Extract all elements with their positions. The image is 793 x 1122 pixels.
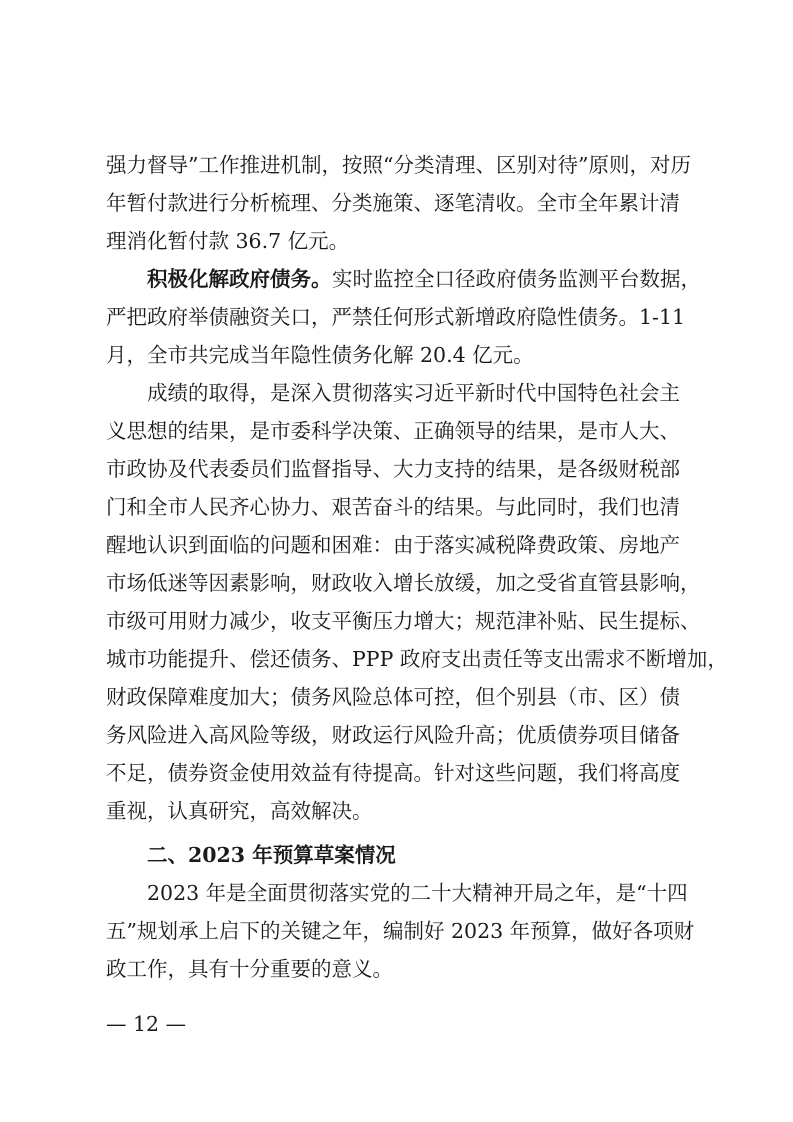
section-title: 二、2023 年预算草案情况 xyxy=(147,843,396,867)
text-line xyxy=(0,413,793,449)
text-line xyxy=(0,451,793,487)
text-line xyxy=(0,299,793,335)
text-line xyxy=(0,717,793,753)
text-line xyxy=(0,679,793,715)
text-line xyxy=(0,641,793,677)
body-text: 重视，认真研究，高效解决。 xyxy=(106,799,373,823)
text-line xyxy=(0,489,793,525)
text-line xyxy=(0,375,793,411)
body-text: 理消化暂付款 36.7 亿元。 xyxy=(106,229,350,253)
body-text: 务风险进入高风险等级，财政运行风险升高；优质债券项目储备 xyxy=(106,723,680,747)
text-line xyxy=(0,951,793,987)
body-text: 财政保障难度加大；债务风险总体可控，但个别县（市、区）债 xyxy=(106,685,680,709)
body-text: 强力督导”工作推进机制，按照“分类清理、区别对待”原则，对历 xyxy=(106,153,691,177)
body-text: 市级可用财力减少，收支平衡压力增大；规范津补贴、民生提标、 xyxy=(106,609,701,633)
text-line xyxy=(0,793,793,829)
text-line xyxy=(0,147,793,183)
body-text: 月，全市共完成当年隐性债务化解 20.4 亿元。 xyxy=(106,343,534,367)
body-text: 2023 年是全面贯彻落实党的二十大精神开局之年，是“十四 xyxy=(147,881,688,905)
text-line xyxy=(0,337,793,373)
text-line xyxy=(0,223,793,259)
body-text: 年暂付款进行分析梳理、分类施策、逐笔清收。全市全年累计清 xyxy=(106,191,680,215)
text-line xyxy=(0,527,793,563)
page-number: — 12 — xyxy=(106,1012,187,1036)
text-line xyxy=(0,837,793,873)
text-line xyxy=(0,755,793,791)
body-text: 义思想的结果，是市委科学决策、正确领导的结果，是市人大、 xyxy=(106,419,680,443)
body-text: 政工作，具有十分重要的意义。 xyxy=(106,957,393,981)
body-text: 门和全市人民齐心协力、艰苦奋斗的结果。与此同时，我们也清 xyxy=(106,495,680,519)
text-line xyxy=(0,913,793,949)
body-text: 实时监控全口径政府债务监测平台数据， xyxy=(332,267,701,291)
text-line xyxy=(0,603,793,639)
text-line xyxy=(0,565,793,601)
body-text: 五”规划承上启下的关键之年，编制好 2023 年预算，做好各项财 xyxy=(106,919,695,943)
body-text: 不足，债券资金使用效益有待提高。针对这些问题，我们将高度 xyxy=(106,761,680,785)
section-heading: 积极化解政府债务。 xyxy=(147,267,332,291)
text-line xyxy=(0,261,793,297)
body-text: 城市功能提升、偿还债务、PPP 政府支出责任等支出需求不断增加， xyxy=(106,647,728,671)
text-line xyxy=(0,875,793,911)
body-text: 市政协及代表委员们监督指导、大力支持的结果，是各级财税部 xyxy=(106,457,680,481)
body-text: 成绩的取得，是深入贯彻落实习近平新时代中国特色社会主 xyxy=(147,381,680,405)
body-text: 醒地认识到面临的问题和困难：由于落实减税降费政策、房地产 xyxy=(106,533,680,557)
body-text: 市场低迷等因素影响，财政收入增长放缓，加之受省直管县影响， xyxy=(106,571,701,595)
body-text: 严把政府举债融资关口，严禁任何形式新增政府隐性债务。1-11 xyxy=(106,305,686,329)
text-line xyxy=(0,185,793,221)
